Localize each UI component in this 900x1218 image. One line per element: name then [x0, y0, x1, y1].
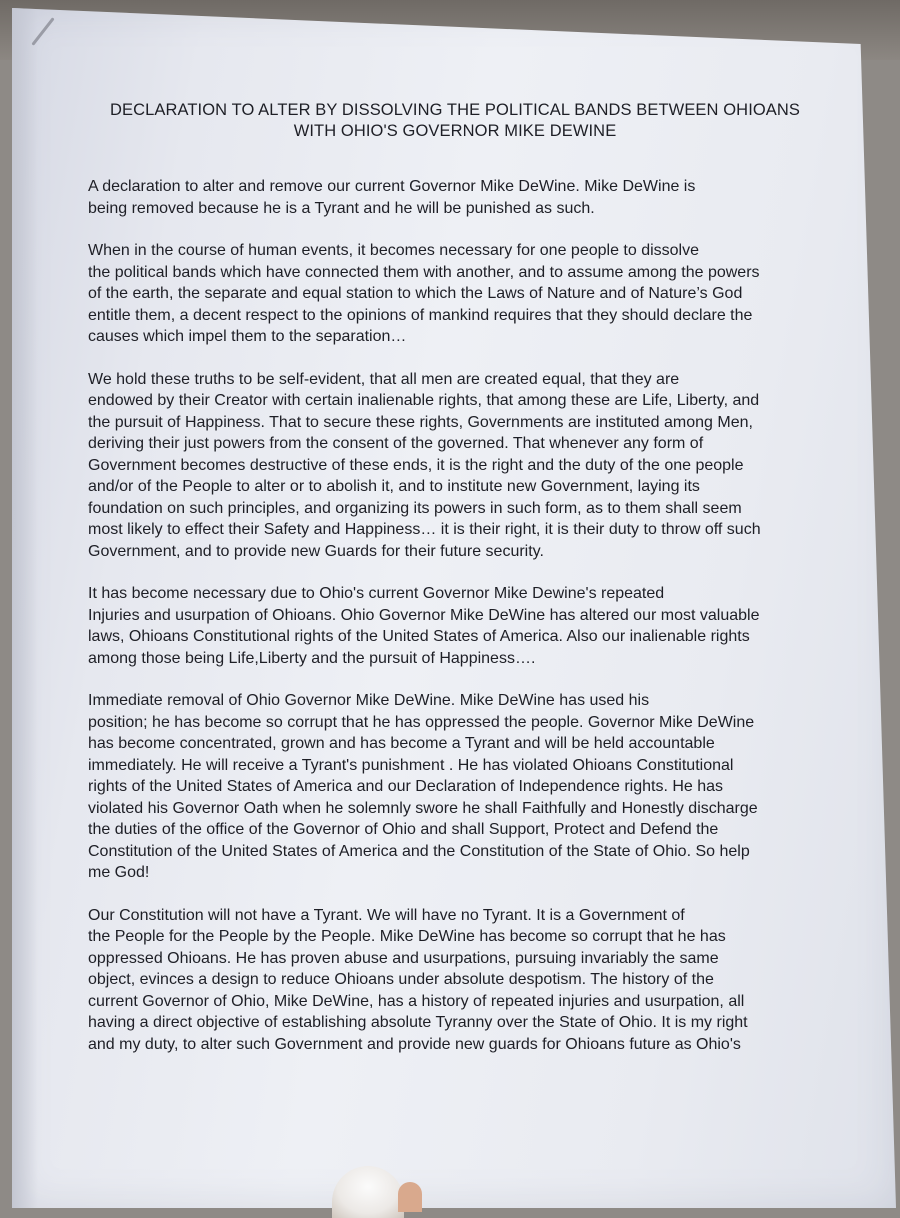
paragraph-immediate-removal: Immediate removal of Ohio Governor Mike DeWine. Mike DeWine has used his position; he has become so corrupt that he has oppressed the people. Governor Mike DeWine has become concentrated, grown and has become a Tyrant and will be held accountable immediately. He will receive a Tyrant's punishment . He has violated Ohioans Constitutional rights of the United States of America and our Declaration of Independence rights. He has violated his Governor Oath when he solemnly swore he shall Faithfully and Honestly discharge the duties of the office of the Governor of Ohio and shall Support, Protect and Defend the Constitution of the United States of America and the Constitution of the State of Ohio. So help me God!	[88, 692, 758, 881]
paragraph-human-events: When in the course of human events, it becomes necessary for one people to dissolve the political bands which have connected them with another, and to assume among the powers of the earth, the separate and equal station to which the Laws of Nature and of Nature’s God entitle them, a decent respect to the opinions of mankind requires that they should declare the causes which impel them to the separation…	[88, 242, 760, 345]
title-line-2: WITH OHIO'S GOVERNOR MIKE DEWINE	[293, 122, 617, 140]
paper-edge-shadow	[12, 8, 38, 1208]
paragraph-declaration-intro: A declaration to alter and remove our current Governor Mike DeWine. Mike DeWine is being removed because he is a Tyrant and he will be punished as such.	[88, 178, 696, 217]
document-title	[88, 100, 816, 142]
paragraph-self-evident-truths: We hold these truths to be self-evident, that all men are created equal, that they are endowed by their Creator with certain inalienable rights, that among these are Life, Liberty, and the pursuit of Happiness. That to secure these rights, Governments are instituted among Men, deriving their just powers from the consent of the governed. That whenever any form of Government becomes destructive of these ends, it is the right and the duty of the one people and/or of the People to alter or to abolish it, and to institute new Government, laying its foundation on such principles, and organizing its powers in such form, as to them shall seem most likely to effect their Safety and Happiness… it is their right, it is their duty to throw off such Government, and to provide new Guards for their future security.	[88, 370, 761, 560]
document-body	[88, 100, 816, 1076]
paragraph-necessity: It has become necessary due to Ohio's current Governor Mike Dewine's repeated Injuries and usurpation of Ohioans. Ohio Governor Mike DeWine has altered our most valuable laws, Ohioans Constitutional rights of the United States of America. Also our inalienable rights among those being Life,Liberty and the pursuit of Happiness….	[88, 585, 760, 667]
finger	[398, 1182, 422, 1212]
paragraph-no-tyrant: Our Constitution will not have a Tyrant. We will have no Tyrant. It is a Government of the People for the People by the People. Mike DeWine has become so corrupt that he has oppressed Ohioans. He has proven abuse and usurpations, pursuing invariably the same object, evinces a design to reduce Ohioans under absolute despotism. The history of the current Governor of Ohio, Mike DeWine, has a history of repeated injuries and usurpation, all having a direct objective of establishing absolute Tyranny over the State of Ohio. It is my right and my duty, to alter such Government and provide new guards for Ohioans future as Ohio's	[88, 906, 748, 1053]
title-line-1: DECLARATION TO ALTER BY DISSOLVING THE POLITICAL BANDS BETWEEN OHIOANS	[109, 101, 801, 119]
